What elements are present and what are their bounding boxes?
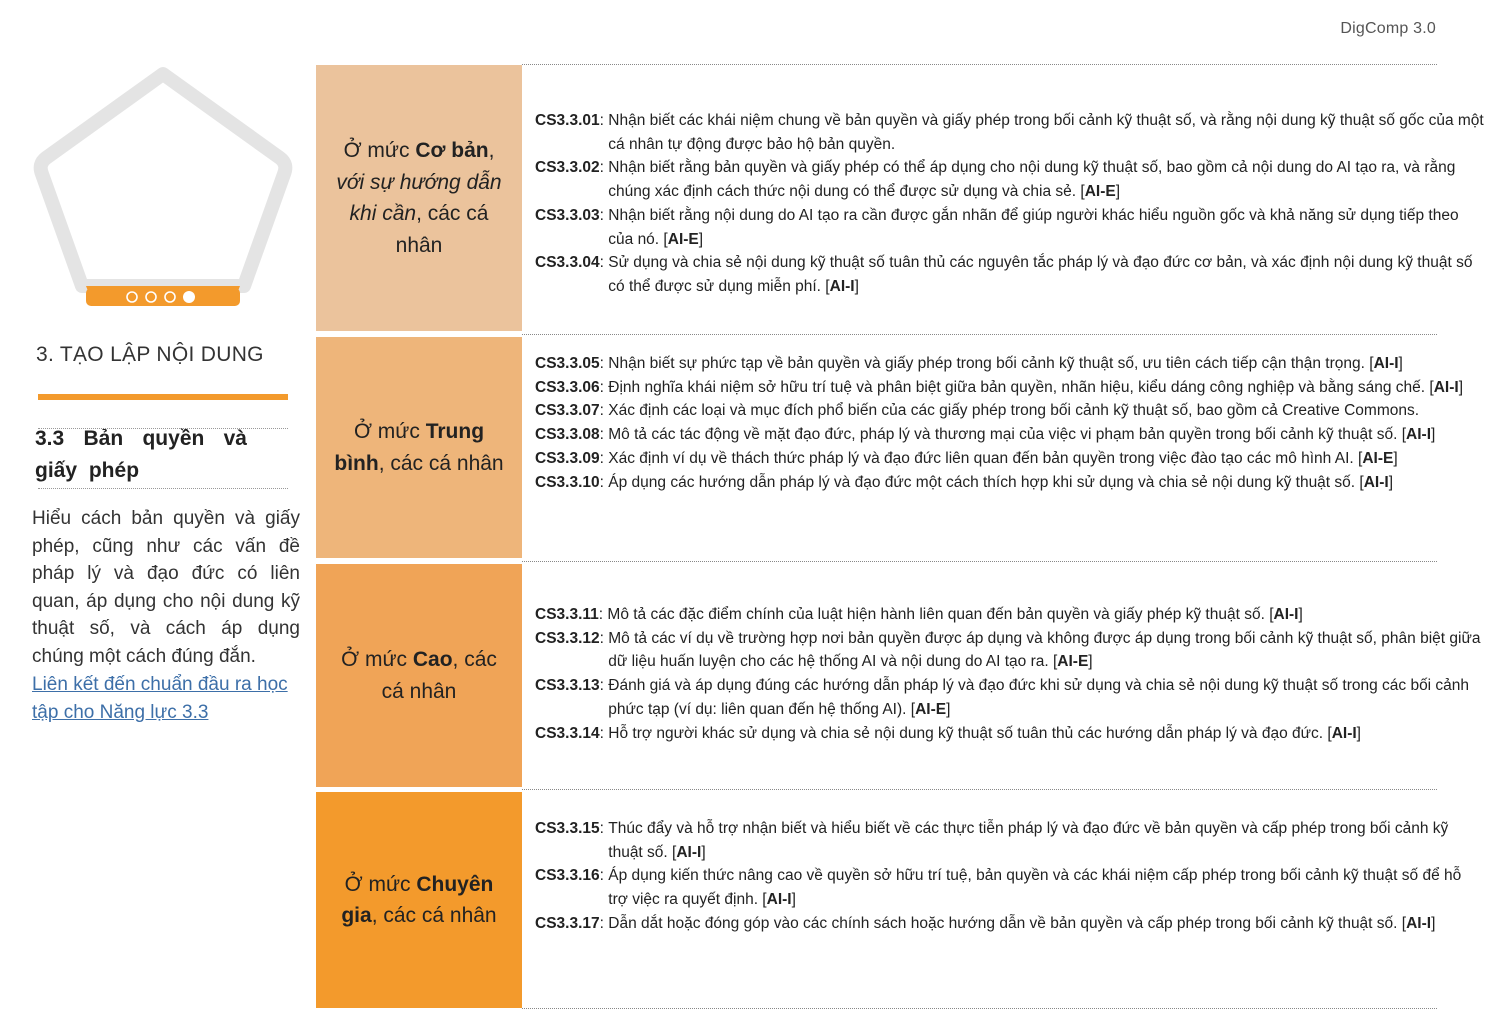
pentagon-icon [32,62,294,314]
outcome-text: Dẫn dắt hoặc đóng góp vào các chính sách hoặc hướng dẫn về bản quyền và cấp phép trong bối cảnh kỹ thuật số. [608,914,1398,932]
outcome-text-wrap: Mô tả các ví dụ về trường hợp nơi bản quyền được áp dụng và không được áp dụng trong bối cảnh kỹ thuật số, phân biệt giữa dữ liệu huấn luyện cho các hệ thống AI và nội dung do AI tạo ra. [AI-E] [608,629,1481,671]
ai-tag: AI-E [1362,449,1394,467]
outcome-code: CS3.3.15 [535,820,600,837]
outcomes-list-basic [535,109,1485,299]
ai-tag: AI-I [1433,378,1459,396]
outcome-code: CS3.3.12 [535,629,600,647]
level-label-expert: Ở mức Chuyên gia, các cá nhân [316,792,522,1008]
ai-tag: AI-I [1363,473,1389,491]
outcome-code: CS3.3.10 [535,473,600,491]
outcome-code: CS3.3.08 [535,426,600,444]
outcome-item: CS3.3.08 : Mô tả các tác động về mặt đạo đức, pháp lý và thương mại của việc vi phạm bản quyền trong bối cảnh kỹ thuật số. [AI-I] [535,423,1500,447]
outcome-item: CS3.3.10 : Áp dụng các hướng dẫn pháp lý và đạo đức một cách thích hợp khi sử dụng và chia sẻ nội dung kỹ thuật số. [AI-I] [535,471,1500,495]
outcome-item: CS3.3.16 : Áp dụng kiến thức nâng cao về quyền sở hữu trí tuệ, bản quyền và các khái niệm cấp phép trong bối cảnh kỹ thuật số để hỗ trợ việc ra quyết định. [AI-I] [535,864,1475,911]
outcome-code: CS3.3.16 [535,867,600,885]
outcomes-list-expert [535,817,1475,936]
outcome-text-wrap: Đánh giá và áp dụng đúng các hướng dẫn pháp lý và đạo đức khi sử dụng và chia sẻ nội dung kỹ thuật số trong các bối cảnh phức tạp (ví dụ: liên quan đến hệ thống AI). [AI-E] [608,677,1470,718]
outcome-text: Nhận biết sự phức tạp về bản quyền và giấy phép trong bối cảnh kỹ thuật số, ưu tiên cách tiếp cận thận trọng. [608,355,1365,372]
area-divider [38,394,288,400]
row-separator [522,1008,1437,1009]
outcome-text: Xác định ví dụ về thách thức pháp lý và đạo đức liên quan đến bản quyền trong việc đào tạo các mô hình AI. [608,449,1354,467]
outcome-item: CS3.3.05 : Nhận biết sự phức tạp về bản quyền và giấy phép trong bối cảnh kỹ thuật số, ưu tiên cách tiếp cận thận trọng. [AI-I] [535,352,1500,376]
outcome-text: Nhận biết rằng nội dung do AI tạo ra cần được gắn nhãn để giúp người khác hiểu nguồn gốc và khả năng sử dụng tiếp theo của nó. [608,206,1459,248]
outcome-text-wrap: Nhận biết rằng nội dung do AI tạo ra cần được gắn nhãn để giúp người khác hiểu nguồn gốc và khả năng sử dụng tiếp theo của nó. [AI-E] [608,206,1459,248]
outcomes-list-intermediate [535,352,1500,494]
outcome-text: Xác định các loại và mục đích phổ biến của các giấy phép trong bối cảnh kỹ thuật số, bao gồm cả Creative Commons. [608,402,1420,420]
row-separator [522,561,1437,562]
ai-tag: AI-I [676,843,702,861]
outcome-code: CS3.3.02 [535,159,600,177]
outcome-text-wrap: Mô tả các tác động về mặt đạo đức, pháp lý và thương mại của việc vi phạm bản quyền trong bối cảnh kỹ thuật số. [AI-I] [608,426,1436,444]
outcome-text: Mô tả các đặc điểm chính của luật hiện hành liên quan đến bản quyền và giấy phép kỹ thuật số. [607,606,1265,623]
ai-tag: AI-I [1406,914,1432,932]
outcome-text: Áp dụng các hướng dẫn pháp lý và đạo đức một cách thích hợp khi sử dụng và chia sẻ nội dung kỹ thuật số. [608,473,1356,491]
outcome-item: CS3.3.12 : Mô tả các ví dụ về trường hợp nơi bản quyền được áp dụng và không được áp dụng trong bối cảnh kỹ thuật số, phân biệt giữa dữ liệu huấn luyện cho các hệ thống AI và nội dung do AI tạo ra. [AI-E] [535,627,1485,674]
outcome-item: CS3.3.01 : Nhận biết các khái niệm chung về bản quyền và giấy phép trong bối cảnh kỹ thuật số, và rằng nội dung kỹ thuật số gốc của một cá nhân tự động được bảo hộ bản quyền. [535,109,1485,156]
outcome-text-wrap [608,399,1500,423]
outcome-item: CS3.3.03 : Nhận biết rằng nội dung do AI tạo ra cần được gắn nhãn để giúp người khác hiểu nguồn gốc và khả năng sử dụng tiếp theo của nó. [AI-E] [535,204,1485,251]
outcome-item: CS3.3.14 : Hỗ trợ người khác sử dụng và chia sẻ nội dung kỹ thuật số tuân thủ các hướng dẫn pháp lý và đạo đức. [AI-I] [535,722,1485,746]
outcome-item: CS3.3.02 : Nhận biết rằng bản quyền và giấy phép có thể áp dụng cho nội dung kỹ thuật số, bao gồm cả nội dung do AI tạo ra, và rằng chúng xác định cách thức nội dung có thể được sử dụng và chia sẻ. [AI-E] [535,156,1485,203]
outcome-item: CS3.3.17 : Dẫn dắt hoặc đóng góp vào các chính sách hoặc hướng dẫn về bản quyền và cấp phép trong bối cảnh kỹ thuật số. [AI-I] [535,912,1475,936]
document-brand: DigComp 3.0 [1340,20,1436,37]
outcome-code: CS3.3.13 [535,677,600,695]
level-dot-4-active [183,291,195,303]
outcome-item: CS3.3.06 : Định nghĩa khái niệm sở hữu trí tuệ và phân biệt giữa bản quyền, nhãn hiệu, kiểu dáng công nghiệp và bằng sáng chế. [AI-I] [535,376,1500,400]
ai-tag: AI-E [667,230,699,248]
outcome-text: Mô tả các ví dụ về trường hợp nơi bản quyền được áp dụng và không được áp dụng trong bối cảnh kỹ thuật số, phân biệt giữa dữ liệu huấn luyện cho các hệ thống AI và nội dung do AI tạo ra. [608,629,1481,671]
outcome-text-wrap: Xác định ví dụ về thách thức pháp lý và đạo đức liên quan đến bản quyền trong việc đào tạo các mô hình AI. [AI-E] [608,449,1398,467]
outcome-text-wrap: Nhận biết rằng bản quyền và giấy phép có thể áp dụng cho nội dung kỹ thuật số, bao gồm cả nội dung do AI tạo ra, và rằng chúng xác định cách thức nội dung có thể được sử dụng và chia sẻ. [AI-E] [608,159,1456,201]
learning-outcomes-link[interactable]: Liên kết đến chuẩn đầu ra học tập cho Năng lực 3.3 [32,674,288,723]
outcome-text: Áp dụng kiến thức nâng cao về quyền sở hữu trí tuệ, bản quyền và các khái niệm cấp phép trong bối cảnh kỹ thuật số để hỗ trợ việc ra quyết định. [608,867,1462,909]
competence-divider-bottom [38,488,288,489]
level-label-basic: Ở mức Cơ bản, với sự hướng dẫn khi cần, các cá nhân [316,65,522,331]
outcome-item: CS3.3.04 : Sử dụng và chia sẻ nội dung kỹ thuật số tuân thủ các nguyên tắc pháp lý và đạo đức cơ bản, và xác định nội dung kỹ thuật số có thể được sử dụng miễn phí. [AI-I] [535,251,1485,298]
row-separator [522,789,1437,790]
outcome-text-wrap: Sử dụng và chia sẻ nội dung kỹ thuật số tuân thủ các nguyên tắc pháp lý và đạo đức cơ bản, và xác định nội dung kỹ thuật số có thể được sử dụng miễn phí. [AI-I] [608,254,1473,295]
outcome-text: Nhận biết rằng bản quyền và giấy phép có thể áp dụng cho nội dung kỹ thuật số, bao gồm cả nội dung do AI tạo ra, và rằng chúng xác định cách thức nội dung có thể được sử dụng và chia sẻ. [608,159,1456,201]
outcome-code: CS3.3.04 [535,254,600,272]
level-label-intermediate: Ở mức Trung bình, các cá nhân [316,337,522,558]
outcome-text-wrap: Định nghĩa khái niệm sở hữu trí tuệ và phân biệt giữa bản quyền, nhãn hiệu, kiểu dáng công nghiệp và bằng sáng chế. [AI-I] [608,378,1463,396]
outcome-text: Đánh giá và áp dụng đúng các hướng dẫn pháp lý và đạo đức khi sử dụng và chia sẻ nội dung kỹ thuật số trong các bối cảnh phức tạp (ví dụ: liên quan đến hệ thống AI). [608,677,1470,718]
ai-tag: AI-E [1084,183,1116,201]
ai-tag: AI-E [1057,653,1089,671]
row-separator [522,64,1437,65]
outcome-code: CS3.3.07 [535,402,600,420]
outcome-code: CS3.3.11 [535,606,599,623]
outcome-code: CS3.3.09 [535,449,600,467]
outcome-text: Nhận biết các khái niệm chung về bản quyền và giấy phép trong bối cảnh kỹ thuật số, và rằng nội dung kỹ thuật số gốc của một cá nhân tự động được bảo hộ bản quyền. [608,112,1484,153]
outcome-text-wrap: Hỗ trợ người khác sử dụng và chia sẻ nội dung kỹ thuật số tuân thủ các hướng dẫn pháp lý và đạo đức. [AI-I] [608,724,1361,742]
outcome-code: CS3.3.14 [535,724,600,742]
row-separator [522,334,1437,335]
outcome-code: CS3.3.17 [535,914,600,932]
outcome-item: CS3.3.13 : Đánh giá và áp dụng đúng các hướng dẫn pháp lý và đạo đức khi sử dụng và chia sẻ nội dung kỹ thuật số trong các bối cảnh phức tạp (ví dụ: liên quan đến hệ thống AI). [AI-E] [535,674,1485,721]
ai-tag: AI-I [1373,355,1399,372]
ai-tag: AI-I [766,891,792,909]
level-indicator-pentagon [32,62,294,314]
outcome-text-wrap: Áp dụng kiến thức nâng cao về quyền sở hữu trí tuệ, bản quyền và các khái niệm cấp phép trong bối cảnh kỹ thuật số để hỗ trợ việc ra quyết định. [AI-I] [608,867,1462,909]
outcome-text-wrap [608,109,1485,156]
outcome-code: CS3.3.01 [535,112,600,129]
outcome-text-wrap: Áp dụng các hướng dẫn pháp lý và đạo đức một cách thích hợp khi sử dụng và chia sẻ nội dung kỹ thuật số. [AI-I] [608,473,1394,491]
outcomes-list-advanced [535,603,1485,745]
level-label-advanced: Ở mức Cao, các cá nhân [316,564,522,787]
outcome-code: CS3.3.03 [535,206,600,224]
outcome-item: CS3.3.09 : Xác định ví dụ về thách thức pháp lý và đạo đức liên quan đến bản quyền trong việc đào tạo các mô hình AI. [AI-E] [535,447,1500,471]
outcome-item: CS3.3.07 : Xác định các loại và mục đích phổ biến của các giấy phép trong bối cảnh kỹ thuật số, bao gồm cả Creative Commons. [535,399,1500,423]
competence-title: 3.3 Bản quyền và giấy phép [35,427,247,482]
outcome-text: Thúc đẩy và hỗ trợ nhận biết và hiểu biết về các thực tiễn pháp lý và đạo đức về bản quyền và cấp phép trong bối cảnh kỹ thuật số. [608,820,1449,861]
outcome-text: Mô tả các tác động về mặt đạo đức, pháp lý và thương mại của việc vi phạm bản quyền trong bối cảnh kỹ thuật số. [608,426,1398,444]
ai-tag: AI-I [1273,606,1299,623]
outcome-item: CS3.3.11 : Mô tả các đặc điểm chính của luật hiện hành liên quan đến bản quyền và giấy phép kỹ thuật số. [AI-I] [535,603,1485,627]
ai-tag: AI-I [829,277,855,295]
outcome-text-wrap: Mô tả các đặc điểm chính của luật hiện hành liên quan đến bản quyền và giấy phép kỹ thuật số. [AI-I] [607,606,1303,623]
outcome-text: Sử dụng và chia sẻ nội dung kỹ thuật số tuân thủ các nguyên tắc pháp lý và đạo đức cơ bản, và xác định nội dung kỹ thuật số có thể được sử dụng miễn phí. [608,254,1473,295]
outcome-code: CS3.3.05 [535,355,600,372]
ai-tag: AI-E [915,700,947,718]
outcome-text: Hỗ trợ người khác sử dụng và chia sẻ nội dung kỹ thuật số tuân thủ các hướng dẫn pháp lý và đạo đức. [608,724,1324,742]
outcome-item: CS3.3.15 : Thúc đẩy và hỗ trợ nhận biết và hiểu biết về các thực tiễn pháp lý và đạo đức về bản quyền và cấp phép trong bối cảnh kỹ thuật số. [AI-I] [535,817,1475,864]
ai-tag: AI-I [1331,724,1357,742]
outcome-text-wrap: Nhận biết sự phức tạp về bản quyền và giấy phép trong bối cảnh kỹ thuật số, ưu tiên cách tiếp cận thận trọng. [AI-I] [608,355,1403,372]
competence-description: Hiểu cách bản quyền và giấy phép, cũng như các vấn đề pháp lý và đạo đức có liên quan, áp dụng cho nội dung kỹ thuật số, và cách áp dụng chúng một cách đúng đắn. [32,508,300,667]
ai-tag: AI-I [1406,426,1431,444]
area-title: 3. TẠO LẬP NỘI DUNG [36,343,264,366]
outcome-text-wrap: Dẫn dắt hoặc đóng góp vào các chính sách hoặc hướng dẫn về bản quyền và cấp phép trong bối cảnh kỹ thuật số. [AI-I] [608,914,1436,932]
outcome-text-wrap: Thúc đẩy và hỗ trợ nhận biết và hiểu biết về các thực tiễn pháp lý và đạo đức về bản quyền và cấp phép trong bối cảnh kỹ thuật số. [AI-I] [608,820,1449,861]
outcome-code: CS3.3.06 [535,378,600,396]
outcome-text: Định nghĩa khái niệm sở hữu trí tuệ và phân biệt giữa bản quyền, nhãn hiệu, kiểu dáng công nghiệp và bằng sáng chế. [608,378,1426,396]
